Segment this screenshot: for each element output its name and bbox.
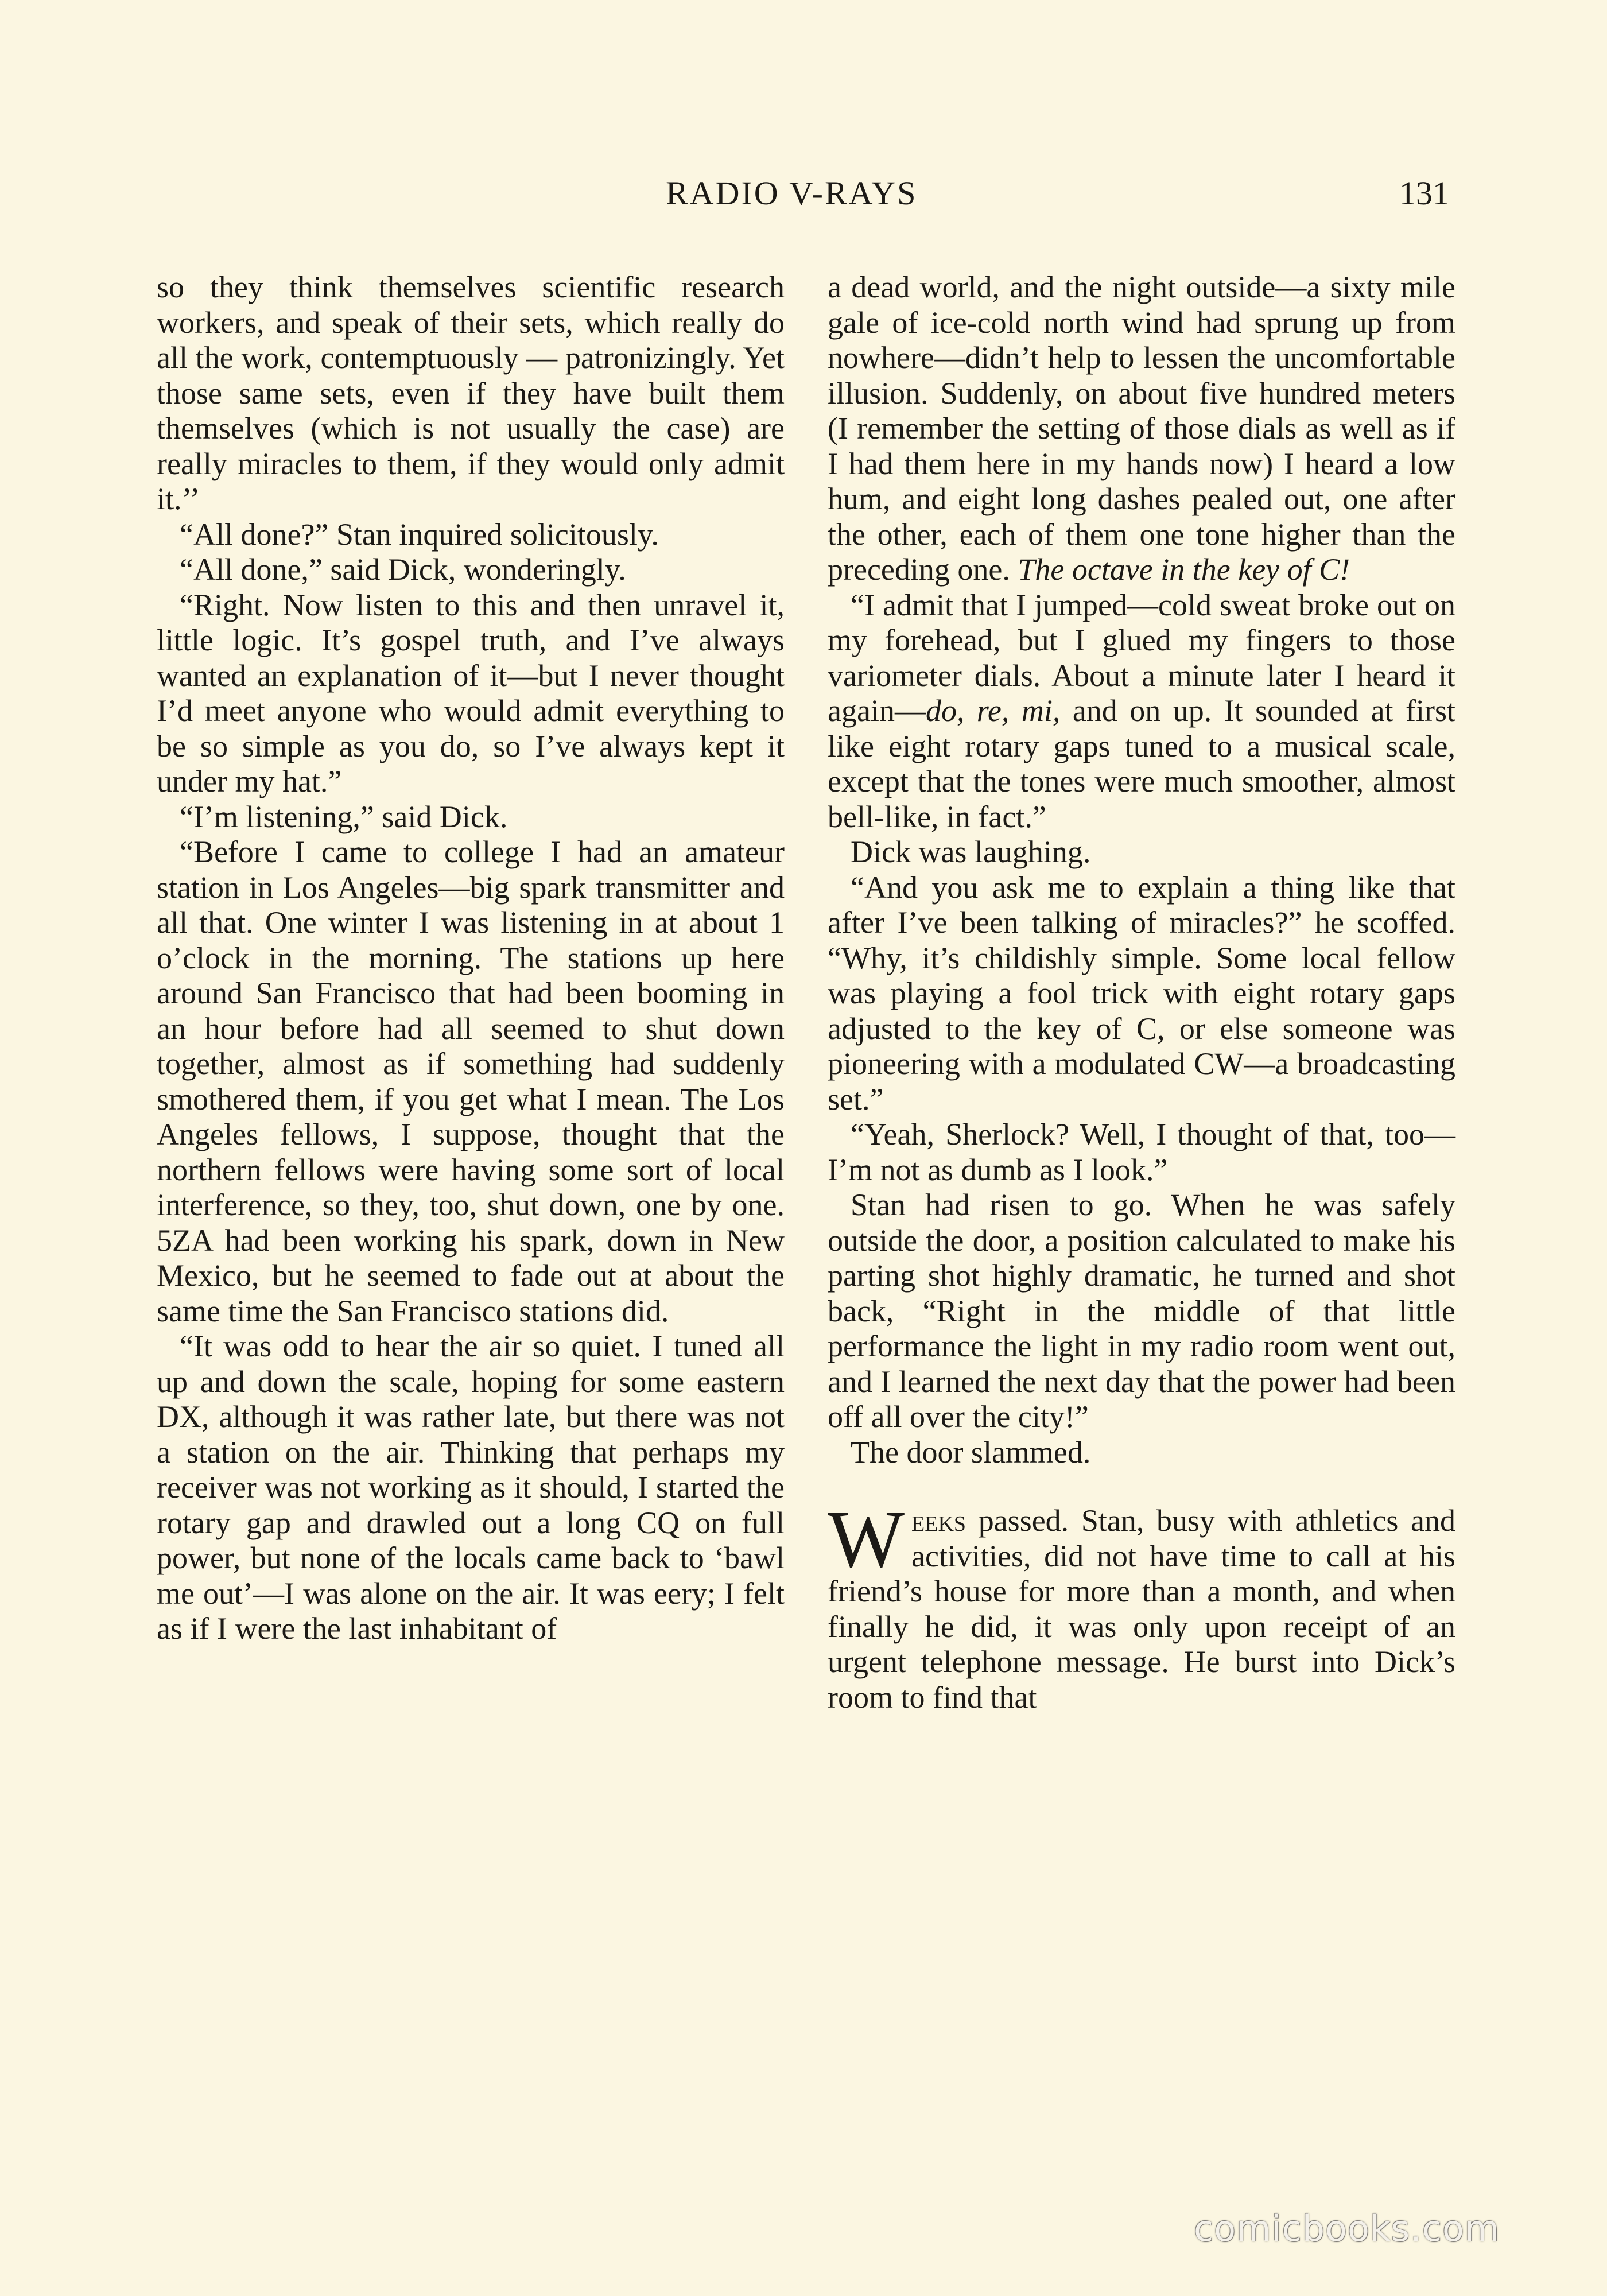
drop-cap: W (828, 1494, 905, 1584)
page-number: 131 (1399, 174, 1449, 212)
paragraph: Stan had risen to go. When he was safely outside the door, a position calculated to make his parting shot highly dramatic, he turned and shot back, “Right in the middle of that little performance the light in my radio room went out, and I learned the next day that the power had been off all over the city!” (828, 1188, 1455, 1434)
paragraph: Dick was laughing. (851, 835, 1091, 869)
paragraph-text: passed. Stan, busy with athletics and activities, did not have time to call at his friend’s house for more than a month, and when finally he did, it was only upon receipt of an urgent telephone message. He burst into Dick’s room to find that (828, 1503, 1455, 1715)
paragraph-text: a dead world, and the night outside—a sixty mile gale of ice-cold north wind had sprung up from nowhere—didn’t help to lessen the uncomfortable illusion. Suddenly, on about five hundred meters (I remember the setting of those dials as well as if I had them here in my hands now) I heard a low hum, and eight long dashes pealed out, one after the other, each of them one tone higher than the preceding one. (828, 270, 1455, 587)
watermark-logo: comicbooks.com (1194, 2208, 1500, 2250)
paragraph: “Yeah, Sherlock? Well, I thought of that, too—I’m not as dumb as I look.” (828, 1117, 1455, 1187)
paragraph (828, 588, 1455, 835)
paragraph: “And you ask me to explain a thing like that after I’ve been talking of miracles?” he scoffed. “Why, it’s childishly simple. Some local fellow was playing a fool trick with eight rotary gaps adjusted to the key of C, or else someone was pioneering with a modulated CW—a broadcasting set.” (828, 870, 1455, 1116)
section-opening-paragraph (828, 1494, 1455, 1715)
paragraph: The door slammed. (851, 1434, 1091, 1469)
paragraph: “Before I came to college I had an amateur station in Los Angeles—big spark transmitter and all that. One winter I was listening in at about 1 o’clock in the morning. The stations up here around San Francisco that had been booming in an hour before had all seemed to shut down together, almost as if something had suddenly smothered them, if you get what I mean. The Los Angeles fellows, I suppose, thought that the northern fellows were having some sort of local interference, so they, too, shut down, one by one. 5ZA had been working his spark, down in New Mexico, but he seemed to fade out at about the same time the San Francisco stations did. (157, 835, 785, 1328)
italic-phrase: do, re, mi, (925, 693, 1061, 728)
paragraph-text: “I admit that I jumped—cold sweat broke out on my forehead, but I glued my fingers to those variometer dials. About a minute later I heard it again— (828, 587, 1455, 728)
paragraph (828, 270, 1455, 588)
right-column (828, 270, 1455, 1715)
paragraph: “Right. Now listen to this and then unravel it, little logic. It’s gospel truth, and I’ve always wanted an explanation of it—but I never thought I’d meet anyone who would admit everything to be so simple as you do, so I’ve always kept it under my hat.” (157, 587, 785, 798)
paragraph-text: and on up. It sounded at first like eight rotary gaps tuned to a musical scale, except that the tones were much smoother, almost bell-like, in fact.” (828, 693, 1455, 834)
paragraph: so they think themselves scientific research workers, and speak of their sets, which really do all the work, contemptuously — patronizingly. Yet those same sets, even if they have built them themselves (which is not usually the case) are really miracles to them, if they would only admit it.’’ (157, 270, 785, 516)
small-caps-word: eeks (911, 1503, 966, 1538)
section-break (828, 1470, 1455, 1503)
paragraph: “I’m listening,” said Dick. (180, 799, 508, 834)
left-column (157, 270, 785, 1647)
italic-phrase: The octave in the key of C! (1018, 552, 1350, 587)
paragraph: “All done,” said Dick, wonderingly. (180, 552, 626, 587)
paragraph: “All done?” Stan inquired solicitously. (180, 517, 659, 552)
paragraph: “It was odd to hear the air so quiet. I tuned all up and down the scale, hoping for some eastern DX, although it was rather late, but there was not a station on the air. Thinking that perhaps my receiver was not working as it should, I started the rotary gap and drawled out a long CQ on full power, but none of the locals came back to ‘bawl me out’—I was alone on the air. It was eery; I felt as if I were the last inhabitant of (157, 1329, 785, 1646)
running-title: RADIO V-RAYS (666, 174, 918, 212)
